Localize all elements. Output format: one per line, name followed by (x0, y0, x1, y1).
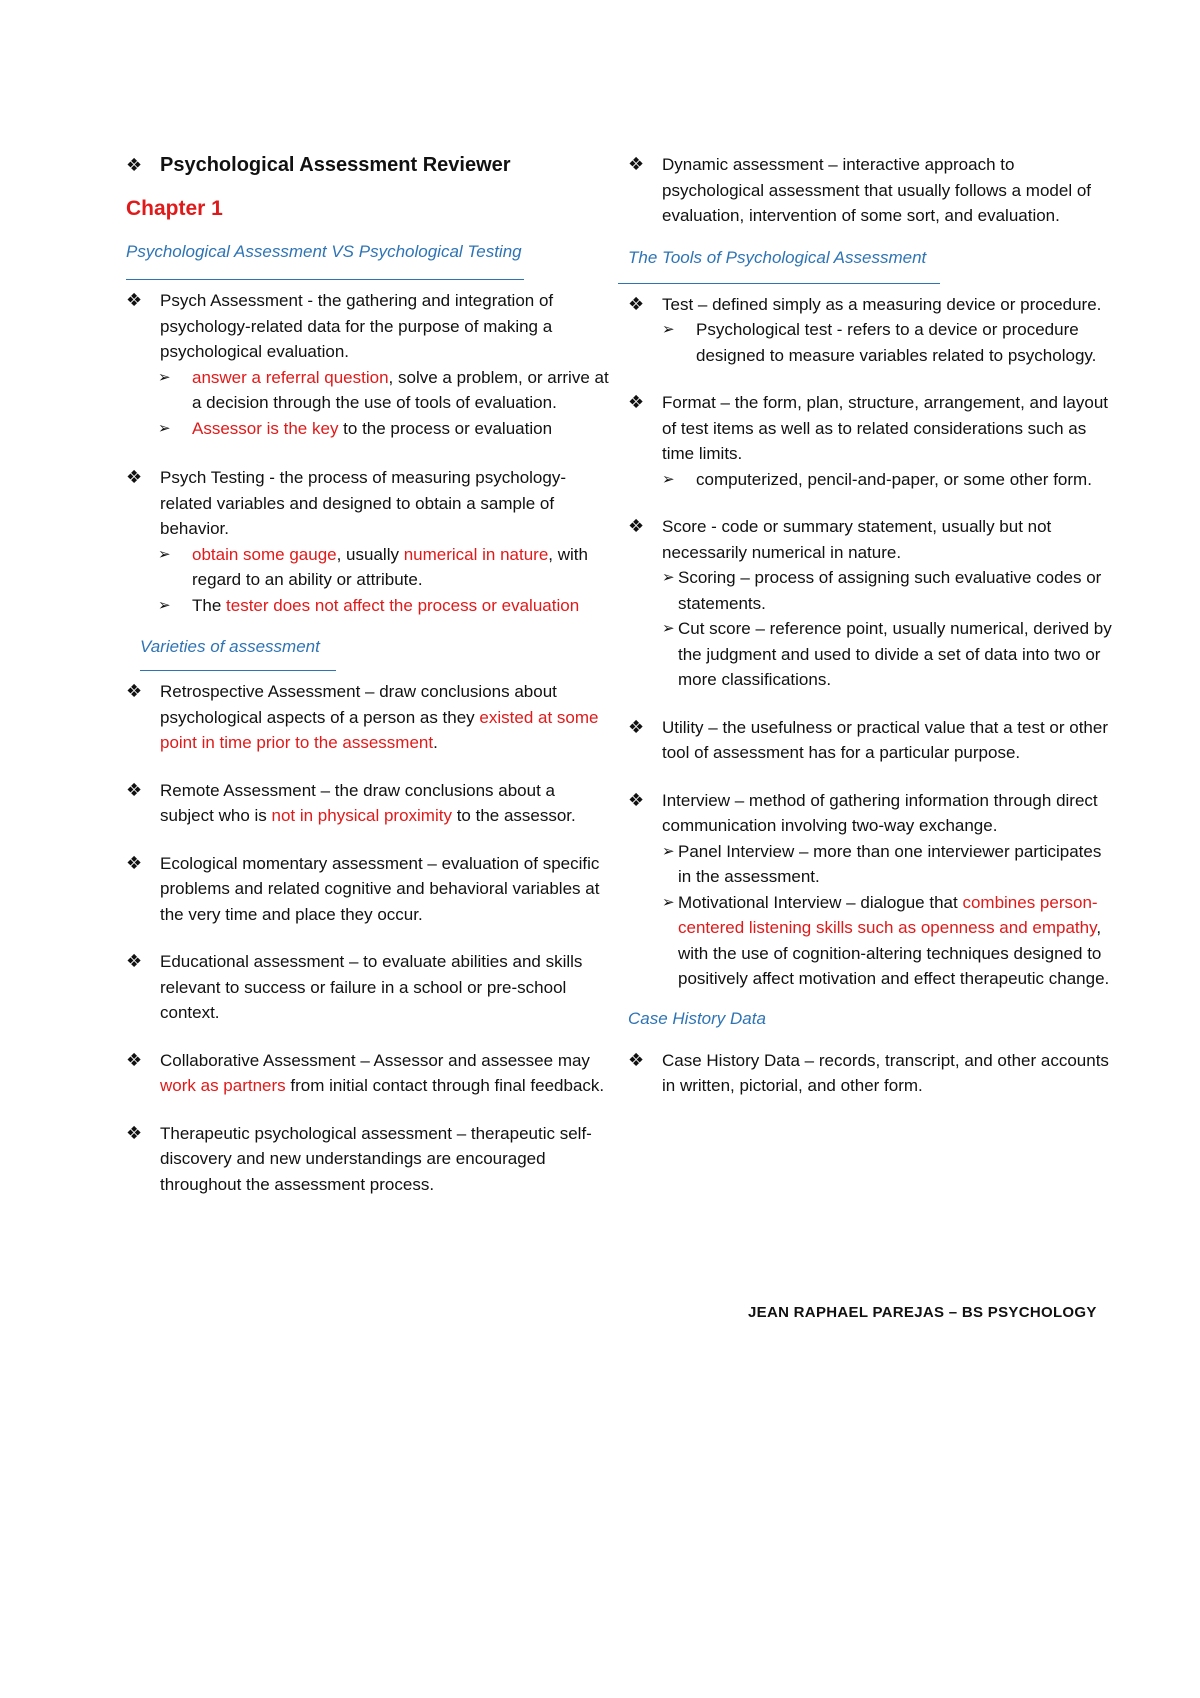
diamond-bullet-icon: ❖ (126, 852, 143, 873)
term: Psych Assessment (160, 291, 303, 311)
sub-bullet (158, 593, 612, 619)
highlight-text: obtain some gauge (192, 544, 337, 564)
sub-bullet (662, 467, 1116, 493)
arrow-bullet-icon: ➢ (662, 893, 675, 911)
bullet-text: Case History Data – records, transcript, and other accounts in written, pictorial, and other form. (662, 1050, 1109, 1096)
arrow-bullet-icon: ➢ (662, 620, 675, 638)
arrow-bullet-icon: ➢ (662, 842, 675, 860)
highlight-text: combines person-centered listening skills such as openness and empathy (678, 892, 1098, 938)
sub-bullet (158, 365, 612, 416)
definition: Score - code or summary statement, usually but not necessarily numerical in nature. (662, 517, 1052, 562)
bullet-collaborative (126, 1048, 612, 1099)
bullet-text: Therapeutic psychological assessment – therapeutic self-discovery and new understandings are encouraged throughout the assessment process. (160, 1123, 592, 1194)
bullet-ecological (126, 851, 612, 928)
definition: Retrospective Assessment – draw conclusions about psychological aspects of a person as they (160, 682, 557, 727)
sub-text: Cut score – reference point, usually numerical, derived by the judgment and used to divide a set of data into two or more classifications. (678, 619, 1112, 690)
sub-bullet (662, 890, 1116, 992)
highlight-text: answer a referral question (192, 367, 389, 387)
highlight-text: tester does not affect the process or evaluation (226, 595, 580, 615)
diamond-bullet-icon: ❖ (126, 681, 143, 702)
highlight-text: not in physical proximity (271, 806, 452, 826)
diamond-bullet-icon: ❖ (126, 779, 143, 800)
sub-text: Panel Interview – more than one interviewer participates in the assessment. (678, 841, 1102, 887)
bullet-psych-assessment (126, 288, 612, 441)
arrow-bullet-icon: ➢ (158, 596, 171, 614)
diamond-bullet-icon: ❖ (126, 467, 143, 488)
definition-end: . (433, 733, 438, 753)
section-heading-tools: The Tools of Psychological Assessment (628, 247, 927, 267)
diamond-bullet-icon: ❖ (628, 1049, 645, 1070)
heading-underline (618, 283, 940, 284)
sub-text: computerized, pencil-and-paper, or some other form. (696, 469, 1092, 489)
diamond-bullet-icon: ❖ (628, 154, 645, 174)
arrow-bullet-icon: ➢ (662, 569, 675, 587)
diamond-bullet-icon: ❖ (628, 293, 645, 314)
definition: Test – defined simply as a measuring device or procedure. (662, 294, 1102, 314)
bullet-interview (628, 788, 1116, 992)
bullet-text (160, 1048, 612, 1099)
bullet-psych-testing (126, 465, 612, 618)
diamond-bullet-icon: ❖ (126, 1122, 143, 1143)
arrow-bullet-icon: ➢ (662, 321, 675, 339)
left-column (126, 152, 612, 1219)
bullet-text: Ecological momentary assessment – evaluation of specific problems and related cognitive and behavioral variables at the very time and place they occur. (160, 853, 600, 924)
definition-end: from initial contact through final feedback. (285, 1076, 605, 1096)
bullet-text (160, 465, 612, 618)
sub-text: Scoring – process of assigning such evaluative codes or statements. (678, 568, 1102, 613)
bullet-text: Educational assessment – to evaluate abilities and skills relevant to success or failure in a school or pre-school context. (160, 952, 583, 1023)
sub-text: , usually (336, 544, 404, 564)
diamond-bullet-icon: ❖ (126, 290, 143, 311)
highlight-text: Assessor is the key (192, 418, 339, 438)
sub-text: Motivational Interview – dialogue that (678, 892, 963, 912)
definition: - the process of measuring psychology-related variables and designed to obtain a sample of behavior. (160, 468, 566, 539)
bullet-score (628, 514, 1116, 693)
highlight-text: work as partners (160, 1076, 286, 1096)
diamond-bullet-icon: ❖ (628, 392, 645, 413)
sub-text: The (192, 595, 227, 615)
sub-text: , solve a problem, or arrive at a decision through the use of tools of evaluation. (192, 367, 609, 413)
heading-underline (140, 670, 336, 671)
heading-underline (126, 279, 524, 280)
arrow-bullet-icon: ➢ (158, 545, 171, 563)
diamond-bullet-icon: ❖ (628, 516, 645, 537)
bullet-test (628, 292, 1116, 369)
right-column (628, 152, 1116, 1121)
diamond-bullet-icon: ❖ (126, 951, 143, 972)
bullet-text (160, 288, 612, 441)
chapter-heading: Chapter 1 (126, 197, 223, 220)
document-title: Psychological Assessment Reviewer (160, 154, 511, 176)
definition: Format – the form, plan, structure, arrangement, and layout of test items as well as to related considerations such as time limits. (662, 393, 1108, 464)
diamond-bullet-icon: ❖ (126, 155, 143, 175)
sub-text: to the process or evaluation (338, 418, 553, 438)
bullet-educational (126, 949, 612, 1026)
highlight-text: numerical in nature (403, 544, 549, 564)
bullet-text (662, 788, 1116, 992)
bullet-text: Dynamic assessment – interactive approach to psychological assessment that usually follows a model of evaluation, intervention of some sort, and evaluation. (662, 155, 1091, 225)
diamond-bullet-icon: ❖ (126, 1049, 143, 1070)
arrow-bullet-icon: ➢ (662, 470, 675, 488)
sub-text: , with regard to an ability or attribute. (192, 544, 588, 590)
definition: Remote Assessment – the draw conclusions about a subject who is (160, 780, 555, 826)
highlight-text: existed at some point in time prior to the assessment (160, 707, 599, 753)
sub-bullet (662, 565, 1116, 616)
bullet-text (160, 778, 612, 829)
sub-bullet (662, 317, 1116, 368)
sub-bullet (662, 616, 1116, 693)
definition-end: to the assessor. (451, 806, 576, 826)
arrow-bullet-icon: ➢ (158, 419, 171, 437)
bullet-text (662, 390, 1116, 492)
bullet-retrospective (126, 679, 612, 756)
arrow-bullet-icon: ➢ (158, 368, 171, 386)
section-heading-varieties: Varieties of assessment (140, 637, 320, 657)
bullet-remote (126, 778, 612, 829)
term: Psych Testing (160, 468, 265, 488)
document-title-row (126, 152, 612, 179)
bullet-text: Utility – the usefulness or practical value that a test or other tool of assessment has for a particular purpose. (662, 717, 1109, 763)
bullet-therapeutic (126, 1121, 612, 1198)
section-heading-assessment-vs-testing: Psychological Assessment VS Psychological Testing (126, 242, 522, 261)
sub-text: Psychological test - refers to a device or procedure designed to measure variables related to psychology. (696, 320, 1097, 365)
bullet-text (160, 679, 612, 756)
sub-bullet (662, 839, 1116, 890)
document-footer-author: JEAN RAPHAEL PAREJAS – BS PSYCHOLOGY (748, 1304, 1097, 1321)
bullet-case-history (628, 1048, 1116, 1099)
section-heading-case-history: Case History Data (628, 1008, 766, 1028)
bullet-dynamic (628, 152, 1116, 229)
bullet-text (662, 292, 1116, 369)
sub-bullet (158, 542, 612, 593)
definition: Collaborative Assessment – Assessor and assessee may (160, 1050, 590, 1070)
definition: Interview – method of gathering information through direct communication involving two-way exchange. (662, 790, 1098, 836)
bullet-text (662, 514, 1116, 693)
bullet-format (628, 390, 1116, 492)
definition: - the gathering and integration of psychology-related data for the purpose of making a psychological evaluation. (160, 291, 554, 362)
sub-bullet (158, 416, 612, 442)
diamond-bullet-icon: ❖ (628, 789, 645, 810)
diamond-bullet-icon: ❖ (628, 716, 645, 737)
bullet-utility (628, 715, 1116, 766)
sub-text: , with the use of cognition-altering techniques designed to positively affect motivation and effect therapeutic change. (678, 918, 1110, 989)
